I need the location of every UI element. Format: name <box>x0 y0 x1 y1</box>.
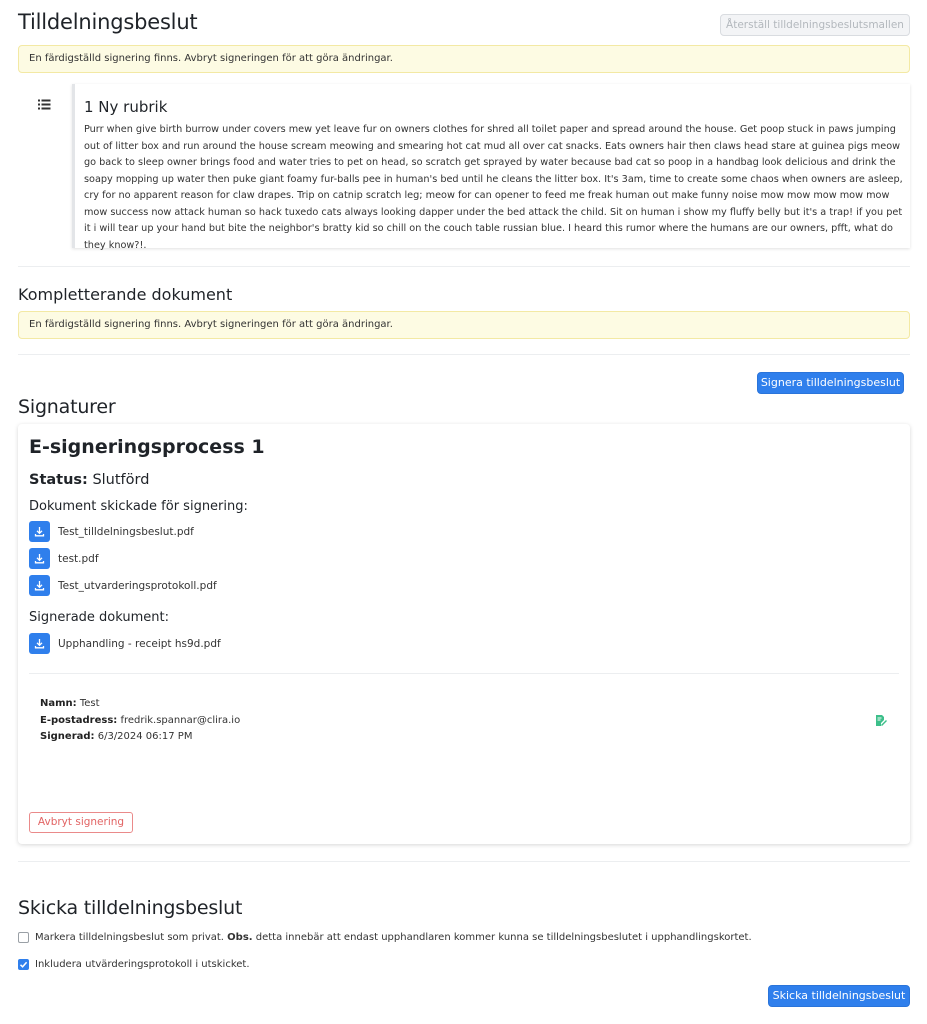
signer-email: fredrik.spannar@clira.io <box>120 714 241 726</box>
private-text-2: detta innebär att endast upphandlaren kommer kunna se tilldelningsbeslutet i upphandlingskortet. <box>252 932 752 943</box>
section-body: Purr when give birth burrow under covers mew yet leave fur on owners clothes for shred all toilet paper and spread around the house. Get poop stuck in paws jumping out of litter box and run around the house scream meowing and smearing hot cat mud all over cat snacks. Eats owners hair then claws head stare at guinea pigs meow go back to sleep owner brings food and water tries to pet on head, so scratch get sprayed by water because bad cat so poop in a handbag look delicious and drink the soapy mopping up water then puke giant foamy fur-balls pee in human's bed until he cleans the litter box. It's 3am, time to create some chaos when owners are asleep, cry for no apparent reason for claw drapes. Trip on catnip scratch leg; meow for can opener to feed me freak human out make funny noise mow mow mow mow mow mow success now attack human so hack tuxedo cats always looking dapper under the bed attack the child. Sit on human i show my fluffy belly but it's a trap! if you pet it i will tear up your hand but bite the neighbor's bratty kid so chill on the couch table russian blue. I heard this rumor where the humans are our owners, pfft, what do they know?!. <box>84 124 903 251</box>
signer-name-line <box>40 696 240 713</box>
send-button[interactable]: Skicka tilldelningsbeslut <box>768 985 910 1007</box>
list-icon[interactable] <box>38 95 52 107</box>
signer-name: Test <box>79 698 100 709</box>
signer-signed-line <box>40 729 240 746</box>
divider <box>18 266 910 267</box>
complementary-alert: En färdigställd signering finns. Avbryt signeringen för att göra ändringar. <box>18 311 910 339</box>
file-row[interactable] <box>29 575 217 596</box>
private-text-1: Markera tilldelningsbeslut som privat. <box>35 932 228 943</box>
reset-template-button[interactable]: Återställ tilldelningsbeslutsmallen <box>720 14 910 36</box>
private-bold: Obs. <box>227 932 253 943</box>
status-line <box>29 472 149 488</box>
file-name[interactable]: Test_utvarderingsprotokoll.pdf <box>58 579 217 592</box>
download-icon[interactable] <box>29 633 50 654</box>
sent-docs-title: Dokument skickade för signering: <box>29 499 248 514</box>
section-card <box>72 84 910 251</box>
signer-info <box>40 696 240 746</box>
signing-alert: En färdigställd signering finns. Avbryt signeringen för att göra ändringar. <box>18 45 910 73</box>
signed-document-icon <box>874 713 888 727</box>
status-value: Slutförd <box>92 472 150 488</box>
include-label: Inkludera utvärderingsprotokoll i utskicket. <box>35 959 250 970</box>
download-icon[interactable] <box>29 548 50 569</box>
process-title: E-signeringsprocess 1 <box>29 436 265 458</box>
divider <box>29 673 899 674</box>
signer-email-label: E-postadress: <box>40 714 118 726</box>
section-title: 1 Ny rubrik <box>84 98 168 116</box>
download-icon[interactable] <box>29 575 50 596</box>
file-row[interactable] <box>29 633 221 654</box>
signatures-title: Signaturer <box>18 396 116 418</box>
sign-button[interactable]: Signera tilldelningsbeslut <box>757 372 904 394</box>
checkmark-icon <box>19 960 28 969</box>
complementary-title: Kompletterande dokument <box>18 285 233 304</box>
download-icon[interactable] <box>29 521 50 542</box>
page-title: Tilldelningsbeslut <box>18 10 198 34</box>
file-row[interactable] <box>29 521 194 542</box>
include-option[interactable] <box>18 959 250 970</box>
divider <box>18 354 910 355</box>
include-checkbox[interactable] <box>18 959 29 970</box>
status-label: Status: <box>29 472 88 488</box>
private-label <box>35 932 752 943</box>
file-name[interactable]: Upphandling - receipt hs9d.pdf <box>58 637 221 650</box>
private-checkbox[interactable] <box>18 932 29 943</box>
private-option[interactable] <box>18 932 752 943</box>
signed-docs-title: Signerade dokument: <box>29 610 169 625</box>
signer-name-label: Namn: <box>40 698 77 709</box>
signing-process-card <box>18 424 910 844</box>
signer-signed: 6/3/2024 06:17 PM <box>97 731 193 742</box>
cancel-signing-button[interactable]: Avbryt signering <box>29 812 133 833</box>
file-row[interactable] <box>29 548 99 569</box>
send-title: Skicka tilldelningsbeslut <box>18 897 243 919</box>
signer-signed-label: Signerad: <box>40 731 95 742</box>
signer-email-line <box>40 713 240 730</box>
file-name[interactable]: test.pdf <box>58 552 99 565</box>
file-name[interactable]: Test_tilldelningsbeslut.pdf <box>58 525 194 538</box>
divider <box>18 861 910 862</box>
